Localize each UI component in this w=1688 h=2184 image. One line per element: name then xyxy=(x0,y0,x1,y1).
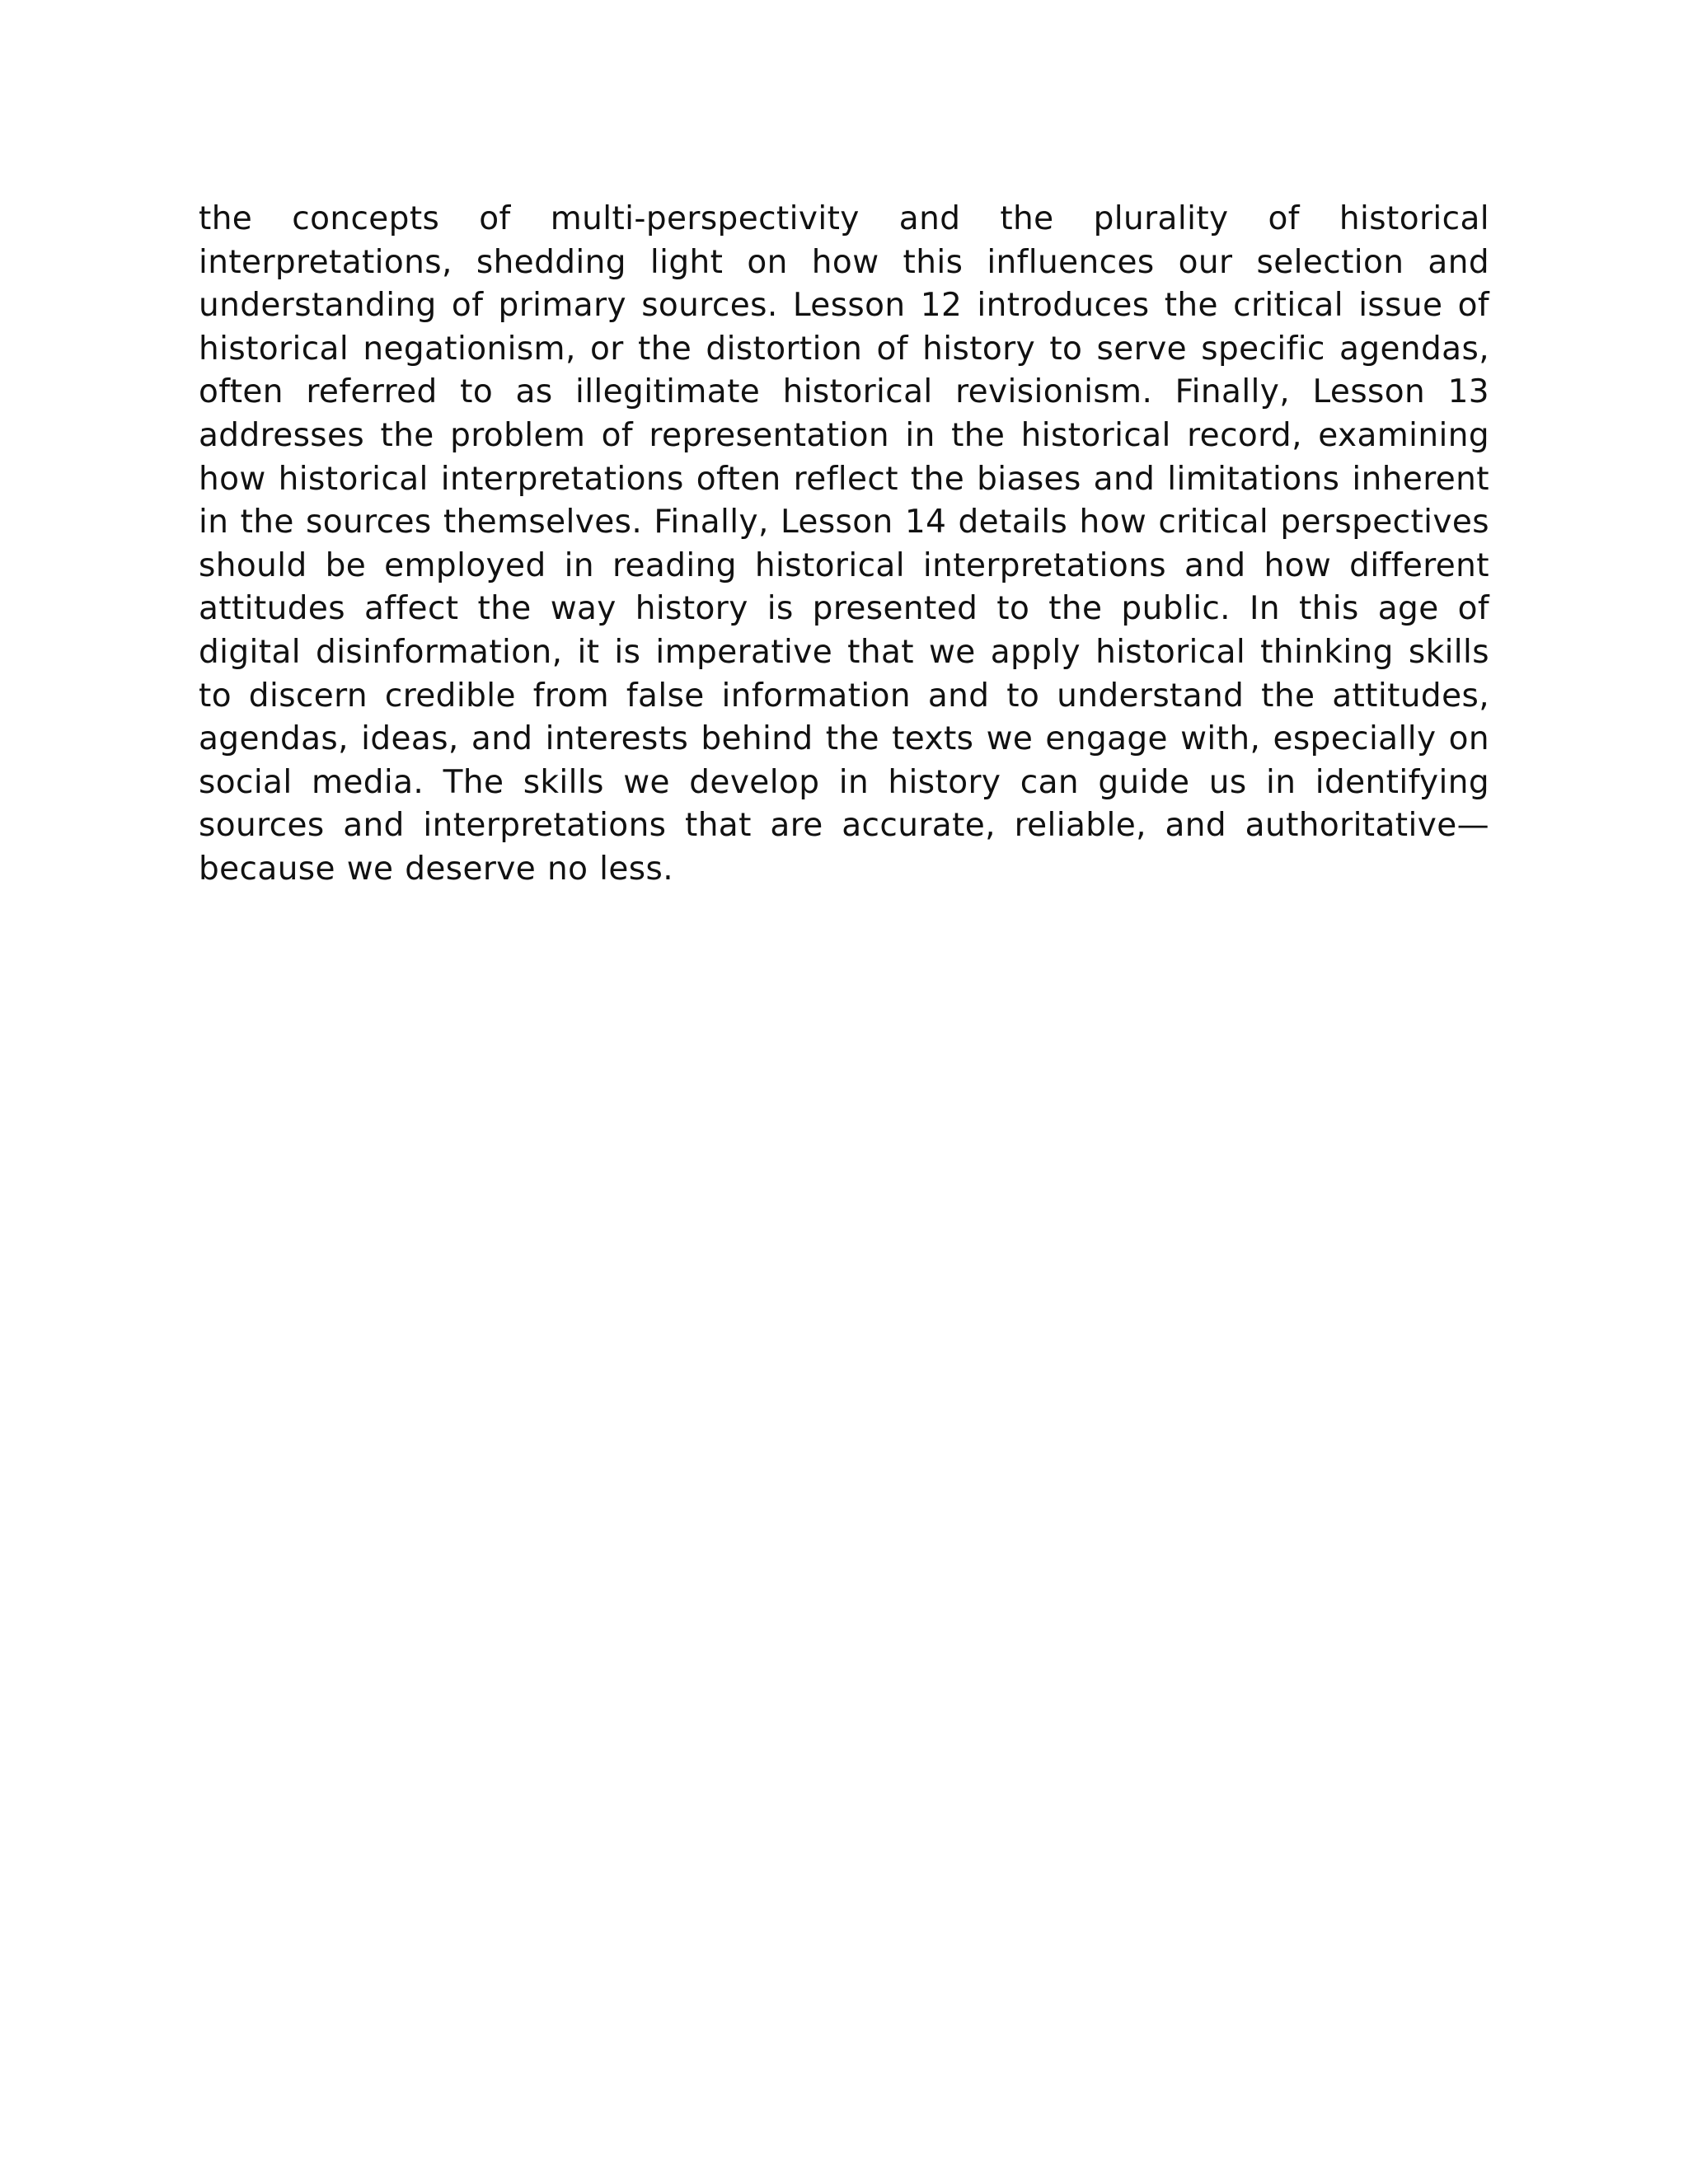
paragraph-line: digital disinformation, it is imperative that we apply historical thinking skills xyxy=(199,633,1489,671)
paragraph-line: sources and interpretations that are accurate, reliable, and authoritative— xyxy=(199,807,1489,845)
paragraph-line: social media. The skills we develop in history can guide us in identifying xyxy=(199,763,1489,801)
paragraph-line: agendas, ideas, and interests behind the texts we engage with, especially on xyxy=(199,720,1489,758)
paragraph-line: in the sources themselves. Finally, Lesson 14 details how critical perspectives xyxy=(199,504,1489,541)
paragraph-line: to discern credible from false information and to understand the attitudes, xyxy=(199,677,1489,715)
paragraph-line: interpretations, shedding light on how this influences our selection and xyxy=(199,243,1489,281)
paragraph-line: often referred to as illegitimate historical revisionism. Finally, Lesson 13 xyxy=(199,373,1489,411)
body-paragraph xyxy=(199,198,1489,892)
paragraph-line: historical negationism, or the distortion of history to serve specific agendas, xyxy=(199,330,1489,368)
paragraph-line: because we deserve no less. xyxy=(199,850,674,888)
paragraph-line: addresses the problem of representation in the historical record, examining xyxy=(199,416,1489,454)
paragraph-line: attitudes affect the way history is presented to the public. In this age of xyxy=(199,590,1489,628)
paragraph-line: the concepts of multi-perspectivity and the plurality of historical xyxy=(199,200,1489,237)
paragraph-line: understanding of primary sources. Lesson 12 introduces the critical issue of xyxy=(199,287,1489,325)
paragraph-line: how historical interpretations often reflect the biases and limitations inherent xyxy=(199,460,1489,498)
paragraph-line: should be employed in reading historical interpretations and how different xyxy=(199,546,1489,584)
